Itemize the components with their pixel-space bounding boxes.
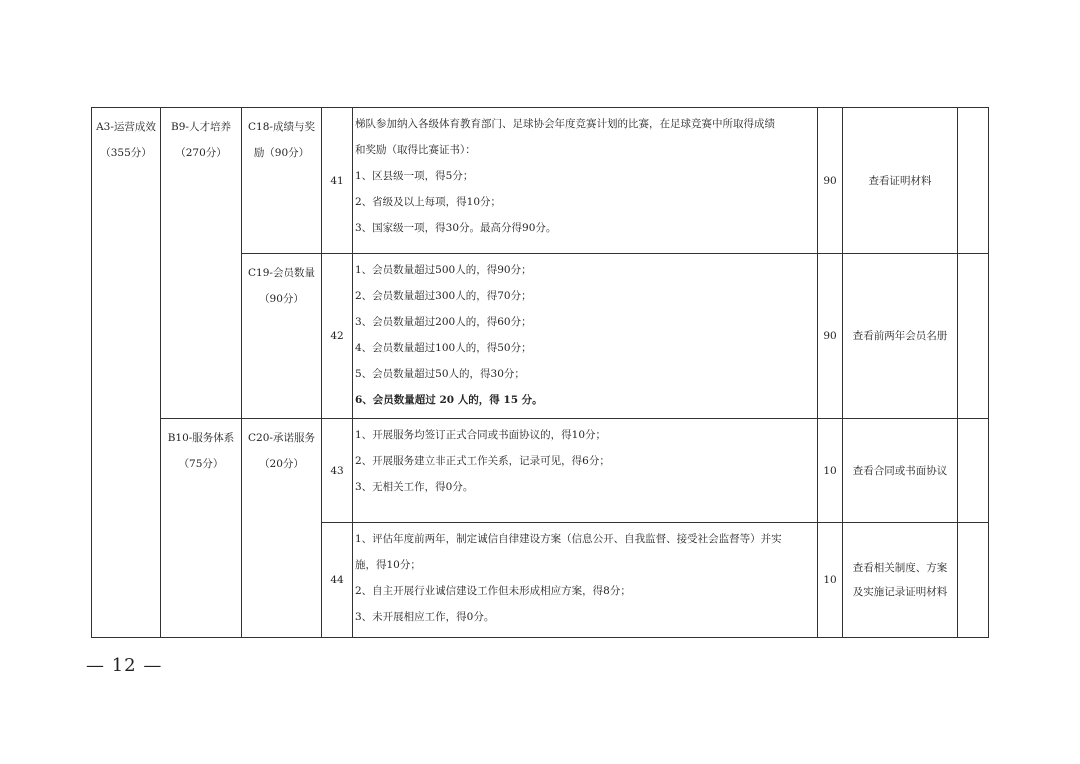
item-number: 43 [322, 419, 353, 523]
criteria-cell: 1、开展服务均签订正式合同或书面协议的，得10分； 2、开展服务建立非正式工作关系，记录可见，得6分； 3、无相关工作，得0分。 [353, 419, 818, 523]
criteria-cell: 1、会员数量超过500人的，得90分； 2、会员数量超过300人的，得70分； 3、会员数量超过200人的，得60分； 4、会员数量超过100人的，得50分； 5、会员数量超过50人的，得30分； 6、会员数量超过 20 人的，得 15 分。 [353, 254, 818, 419]
blank-cell [958, 108, 989, 254]
a3-cell: A3-运营成效 （355分） [92, 108, 161, 638]
item-number: 41 [322, 108, 353, 254]
criteria-cell: 梯队参加纳入各级体育教育部门、足球协会年度竞赛计划的比赛，在足球竞赛中所取得成绩 和奖励（取得比赛证书）： 1、区县级一项，得5分； 2、省级及以上每项，得10分； 3、国家级一项，得30分。最高分得90分。 [353, 108, 818, 254]
item-number: 42 [322, 254, 353, 419]
table-row [92, 419, 989, 523]
table-row [92, 108, 989, 254]
score-cell: 90 [818, 108, 843, 254]
method-cell: 查看证明材料 [843, 108, 958, 254]
c18-cell: C18-成绩与奖 励（90分） [242, 108, 322, 254]
c19-cell: C19-会员数量 （90分） [242, 254, 322, 419]
method-cell: 查看合同或书面协议 [843, 419, 958, 523]
page-number: — 12 — [86, 655, 163, 676]
c20-cell: C20-承诺服务 （20分） [242, 419, 322, 638]
item-number: 44 [322, 523, 353, 638]
blank-cell [958, 523, 989, 638]
score-cell: 10 [818, 523, 843, 638]
blank-cell [958, 419, 989, 523]
score-cell: 10 [818, 419, 843, 523]
blank-cell [958, 254, 989, 419]
method-cell: 查看相关制度、方案 及实施记录证明材料 [843, 523, 958, 638]
score-cell: 90 [818, 254, 843, 419]
criteria-cell: 1、评估年度前两年，制定诚信自律建设方案（信息公开、自我监督、接受社会监督等）并实 施，得10分； 2、自主开展行业诚信建设工作但未形成相应方案，得8分； 3、未开展相应工作，得0分。 [353, 523, 818, 638]
b9-cell: B9-人才培养 （270分） [161, 108, 242, 419]
b10-cell: B10-服务体系 （75分） [161, 419, 242, 638]
method-cell: 查看前两年会员名册 [843, 254, 958, 419]
scoring-table [91, 107, 989, 638]
